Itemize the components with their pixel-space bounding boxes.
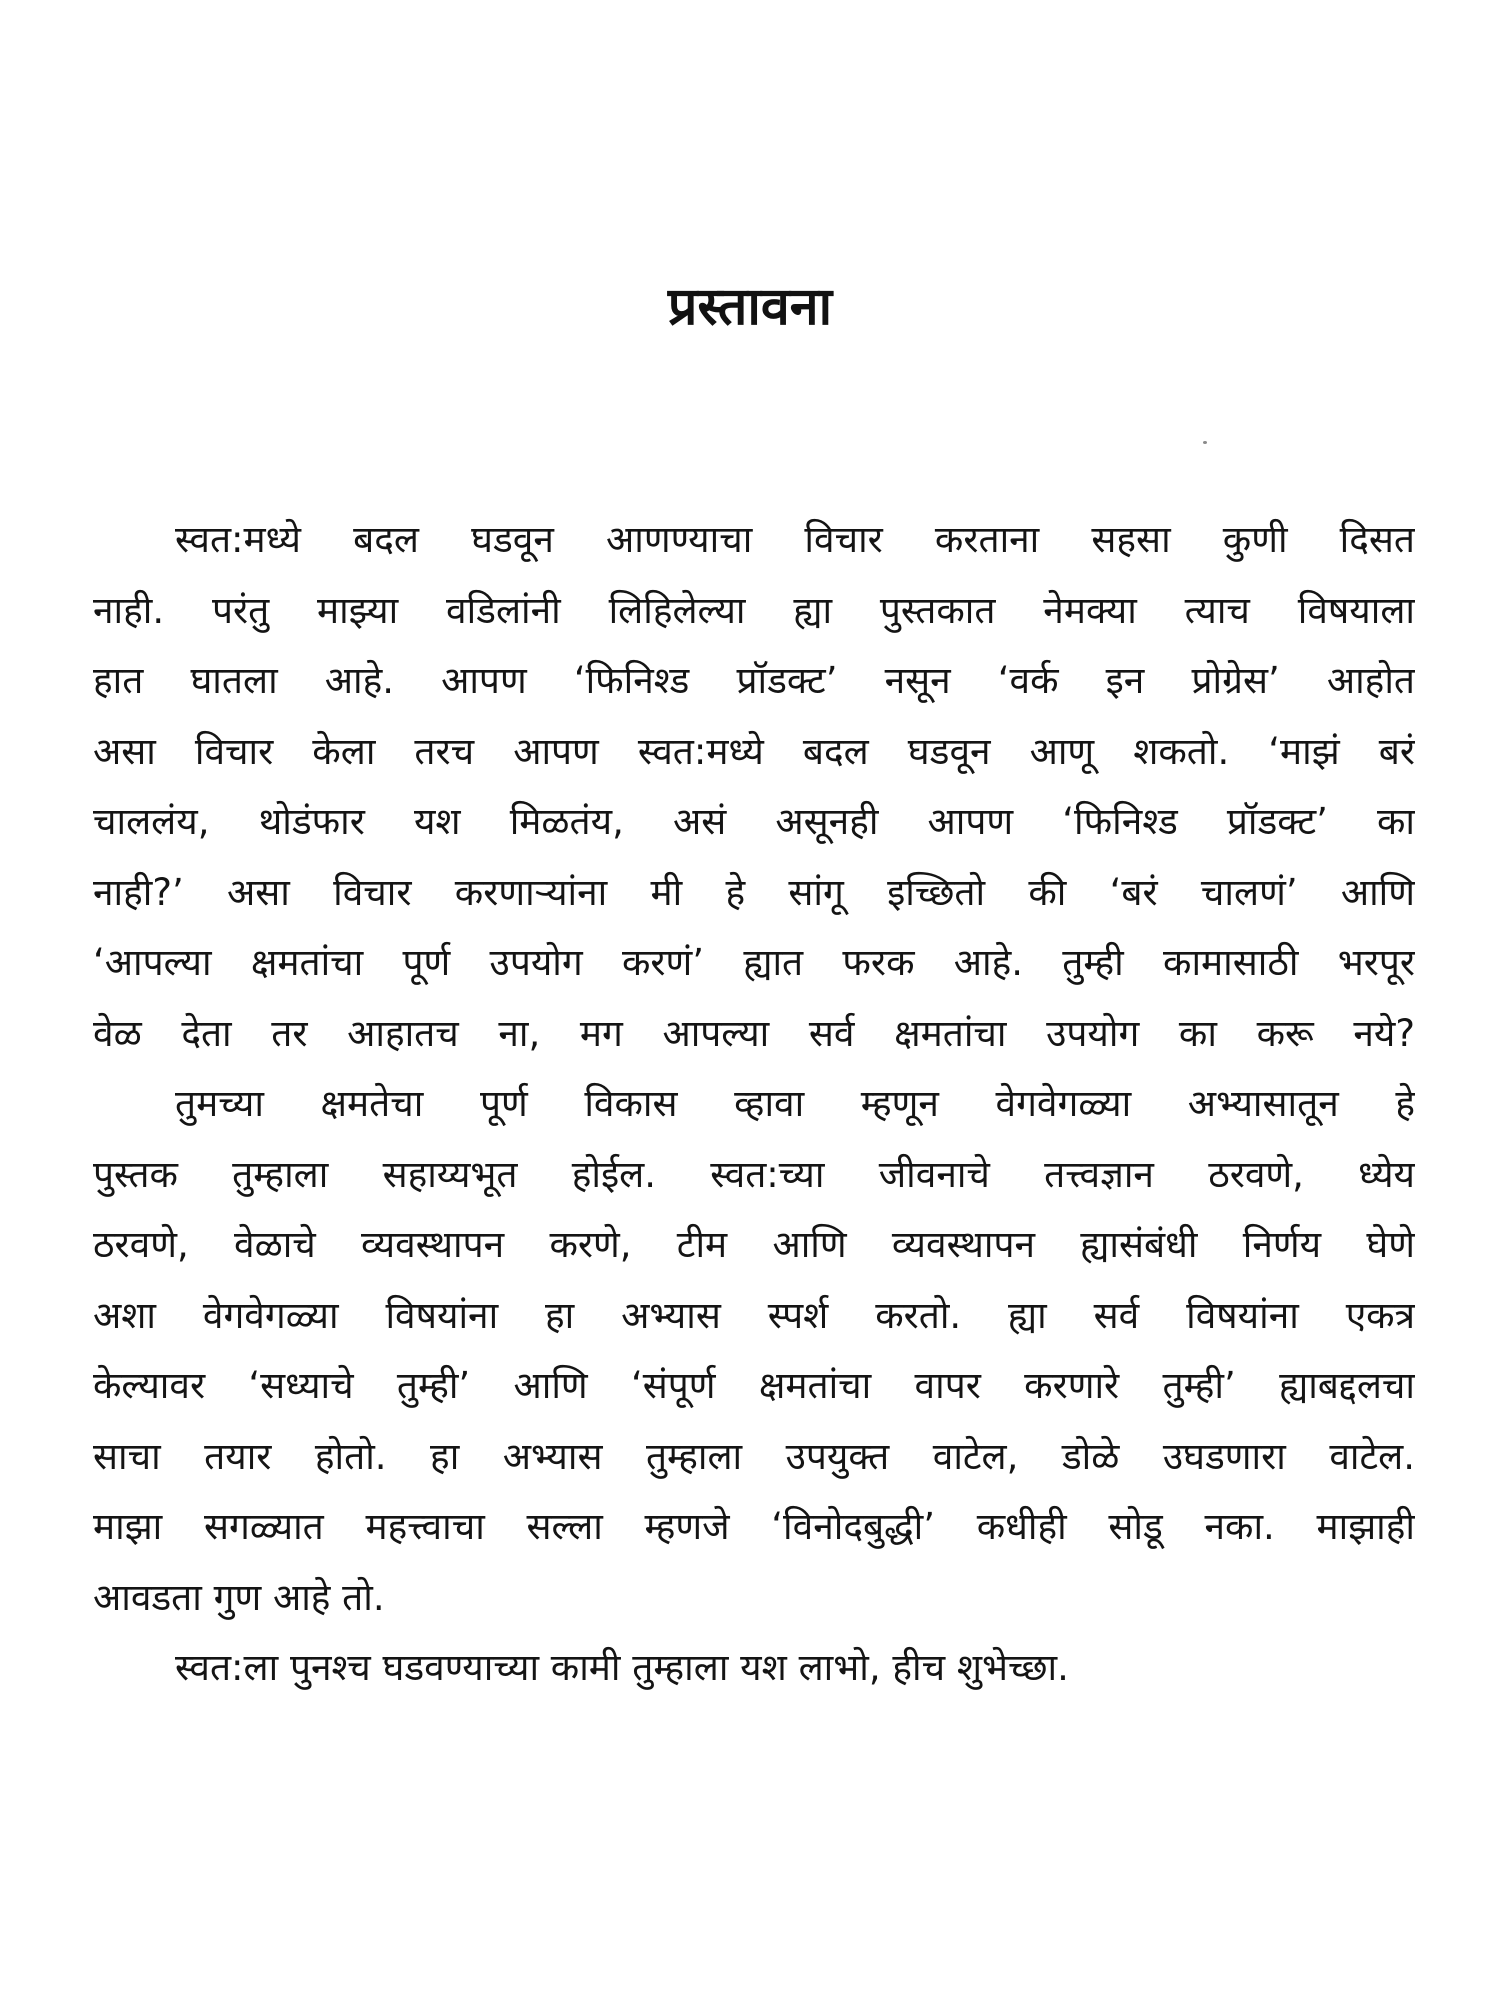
text-line: आवडता गुण आहे तो. xyxy=(93,1575,385,1619)
text-line: पुस्तक तुम्हाला सहाय्यभूत होईल. स्वत:च्या जीवनाचे तत्त्वज्ञान ठरवणे, ध्येय xyxy=(93,1152,1415,1196)
text-line: स्वत:मध्ये बदल घडवून आणण्याचा विचार करताना सहसा कुणी दिसत xyxy=(175,518,1415,561)
text-line: साचा तयार होतो. हा अभ्यास तुम्हाला उपयुक्त वाटेल, डोळे उघडणारा वाटेल. xyxy=(93,1434,1415,1478)
text-line: अशा वेगवेगळ्या विषयांना हा अभ्यास स्पर्श करतो. ह्या सर्व विषयांना एकत्र xyxy=(93,1293,1415,1337)
print-speck xyxy=(1203,441,1207,444)
text-line: हात घातला आहे. आपण ‘फिनिश्ड प्रॉडक्ट’ नसून ‘वर्क इन प्रोग्रेस’ आहोत xyxy=(93,659,1415,702)
text-line: स्वत:ला पुनश्च घडवण्याच्या कामी तुम्हाला यश लाभो, हीच शुभेच्छा. xyxy=(175,1646,1069,1689)
text-line: असा विचार केला तरच आपण स्वत:मध्ये बदल घडवून आणू शकतो. ‘माझं बरं xyxy=(93,729,1415,773)
text-line: तुमच्या क्षमतेचा पूर्ण विकास व्हावा म्हणून वेगवेगळ्या अभ्यासातून हे xyxy=(175,1082,1415,1125)
text-line: केल्यावर ‘सध्याचे तुम्ही’ आणि ‘संपूर्ण क्षमतांचा वापर करणारे तुम्ही’ ह्याबद्दलचा xyxy=(93,1364,1415,1407)
text-line: चाललंय, थोडंफार यश मिळतंय, असं असूनही आपण ‘फिनिश्ड प्रॉडक्ट’ का xyxy=(93,800,1415,843)
text-line: नाही. परंतु माझ्या वडिलांनी लिहिलेल्या ह्या पुस्तकात नेमक्या त्याच विषयाला xyxy=(93,588,1415,632)
text-line: वेळ देता तर आहातच ना, मग आपल्या सर्व क्षमतांचा उपयोग का करू नये? xyxy=(93,1011,1415,1055)
text-line: माझा सगळ्यात महत्त्वाचा सल्ला म्हणजे ‘विनोदबुद्धी’ कधीही सोडू नका. माझाही xyxy=(93,1505,1415,1548)
body-text xyxy=(93,505,1415,1704)
page-title: प्रस्तावना xyxy=(667,277,833,337)
text-line: ‘आपल्या क्षमतांचा पूर्ण उपयोग करणं’ ह्यात फरक आहे. तुम्ही कामासाठी भरपूर xyxy=(93,941,1415,984)
text-line: ठरवणे, वेळाचे व्यवस्थापन करणे, टीम आणि व्यवस्थापन ह्यासंबंधी निर्णय घेणे xyxy=(93,1223,1415,1266)
text-line: नाही?’ असा विचार करणाऱ्यांना मी हे सांगू इच्छितो की ‘बरं चालणं’ आणि xyxy=(93,870,1415,914)
